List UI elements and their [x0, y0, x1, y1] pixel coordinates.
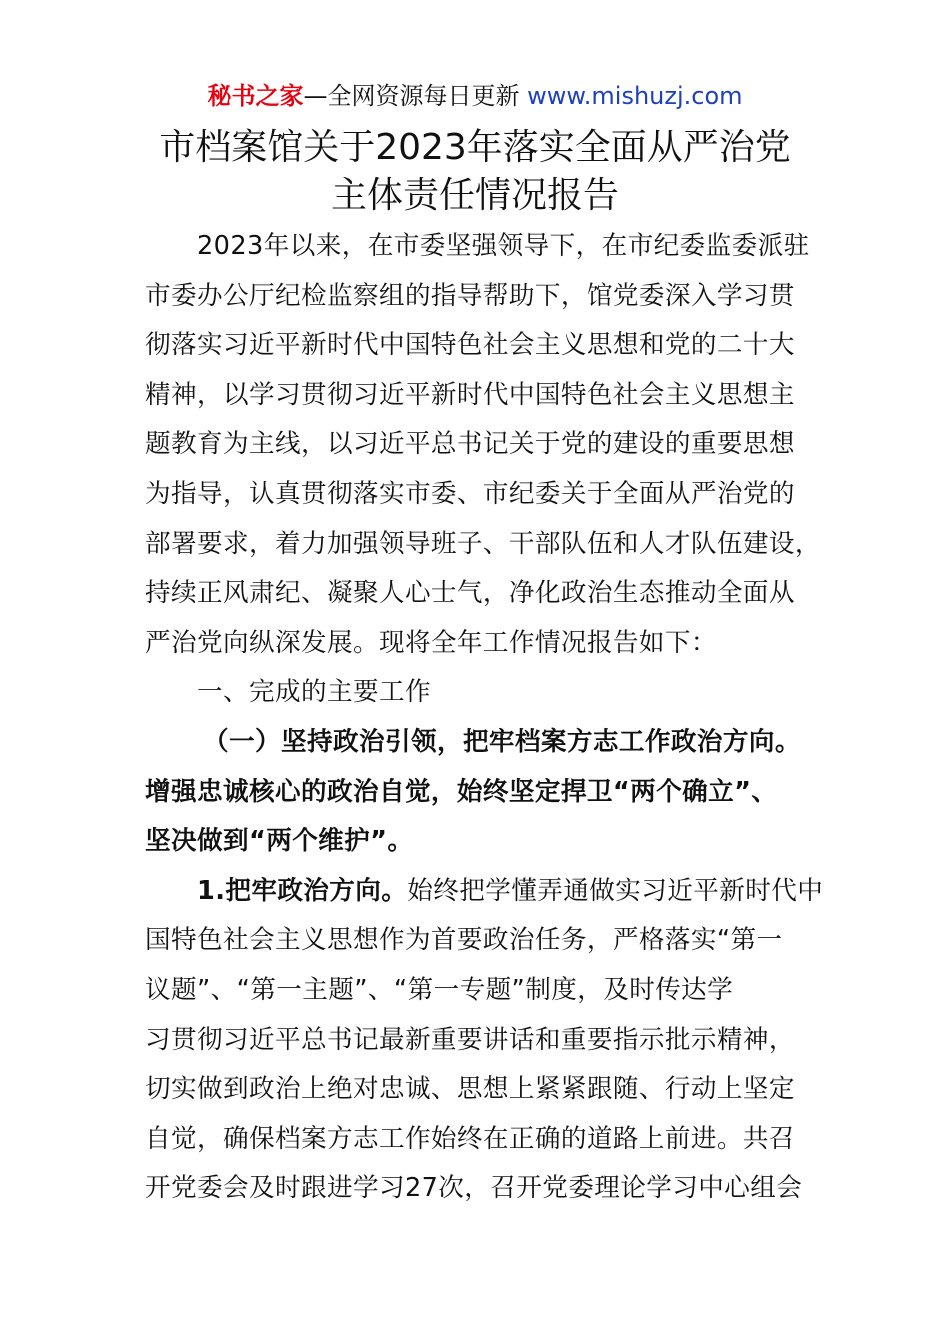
text-line: （一）坚持政治引领，把牢档案方志工作政治方向。: [203, 726, 801, 757]
brand-name: 秘书之家: [207, 82, 304, 110]
text-line: 精神，以学习贯彻习近平新时代中国特色社会主义思想主: [145, 379, 795, 410]
section-heading: 一、完成的主要工作: [197, 677, 431, 708]
text-line: 持续正风肃纪、凝聚人心士气，净化政治生态推动全面从: [145, 578, 795, 609]
text-line: 彻落实习近平新时代中国特色社会主义思想和党的二十大: [145, 330, 795, 361]
text-line: 切实做到政治上绝对忠诚、思想上紧紧跟随、行动上坚定: [145, 1074, 795, 1105]
site-banner: [0, 80, 950, 112]
item-label: 1.把牢政治方向。: [197, 875, 408, 906]
text-line: 为指导，认真贯彻落实市委、市纪委关于全面从严治党的: [145, 478, 795, 509]
text-line: 增强忠诚核心的政治自觉，始终坚定捍卫“两个确立”、: [145, 776, 778, 807]
text-line: 开党委会及时跟进学习27次，召开党委理论学习中心组会: [145, 1173, 803, 1204]
text-line: [145, 867, 824, 917]
brand-slogan: —全网资源每日更新: [303, 82, 520, 110]
text-line: 议题”、“第一主题”、“第一专题”制度，及时传达学: [145, 974, 734, 1005]
text-line: 部署要求，着力加强领导班子、干部队伍和人才队伍建设，: [145, 528, 821, 559]
text-line: 自觉，确保档案方志工作始终在正确的道路上前进。共召: [145, 1123, 795, 1154]
title-line-1: 市档案馆关于2023年落实全面从严治党: [159, 127, 791, 168]
intro-paragraph: [145, 222, 821, 668]
document-title: [0, 124, 950, 220]
document-body: [145, 222, 824, 1214]
text-line: 习贯彻习近平总书记最新重要讲话和重要指示批示精神，: [145, 1024, 795, 1055]
text-line: 国特色社会主义思想作为首要政治任务，严格落实“第一: [145, 925, 783, 956]
text-line: 坚决做到“两个维护”。: [145, 826, 414, 857]
text-line: 2023年以来，在市委坚强领导下，在市纪委监委派驻: [197, 231, 810, 261]
item-text: 始终把学懂弄通做实习近平新时代中: [407, 875, 824, 906]
item-paragraph: [145, 867, 824, 1214]
text-line: 题教育为主线，以习近平总书记关于党的建设的重要思想: [145, 429, 795, 460]
text-line: 市委办公厅纪检监察组的指导帮助下，馆党委深入学习贯: [145, 280, 795, 311]
title-line-2: 主体责任情况报告: [330, 175, 619, 216]
text-line: 严治党向纵深发展。现将全年工作情况报告如下：: [145, 627, 717, 658]
site-url-link[interactable]: www.mishuzj.com: [527, 82, 743, 110]
subsection-heading: [145, 718, 805, 867]
